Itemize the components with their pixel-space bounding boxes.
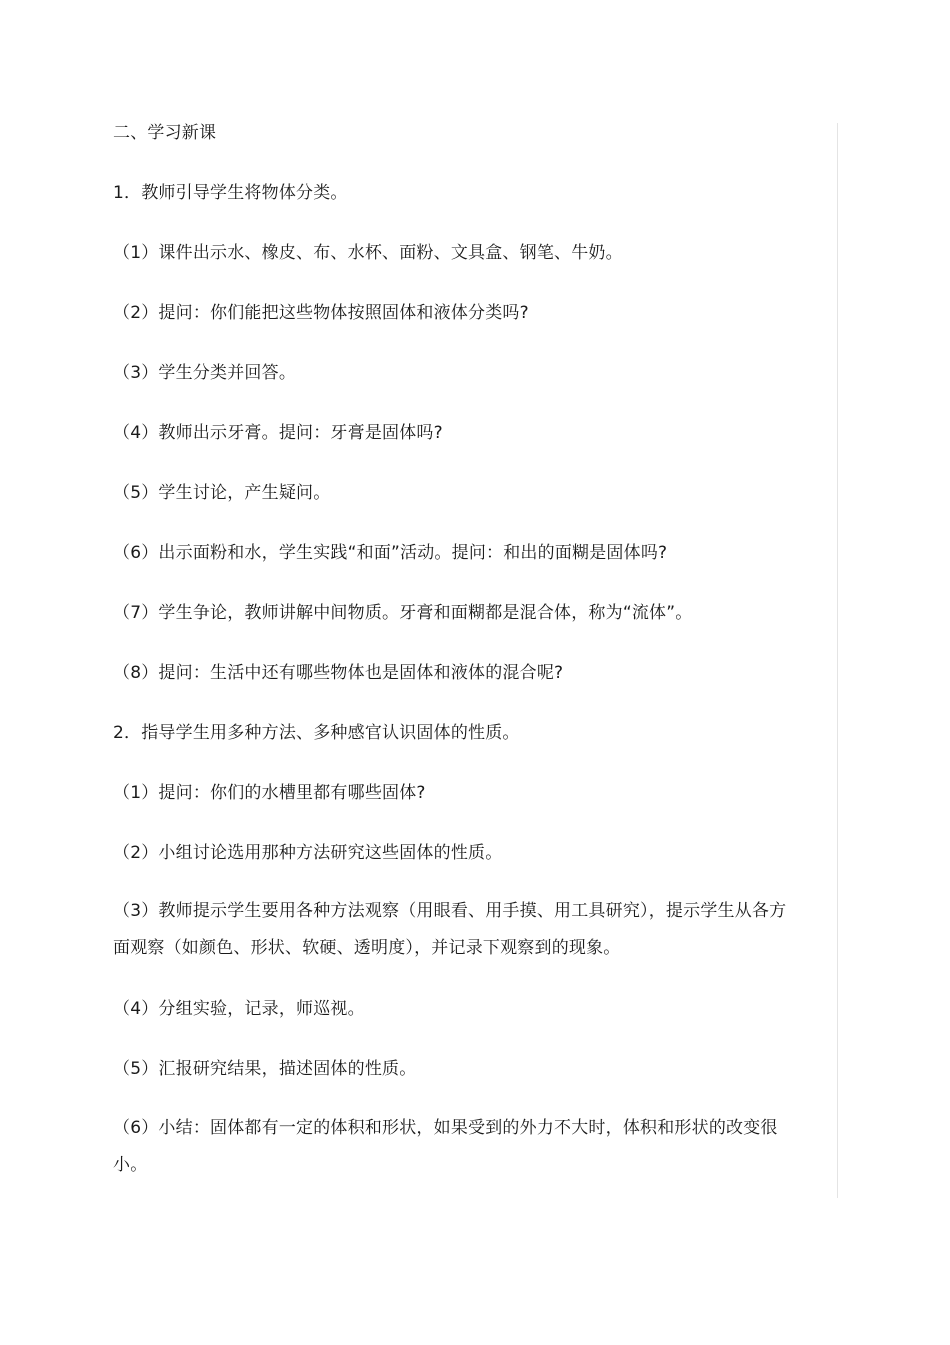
part1-item-5: （5）学生讨论，产生疑问。 (113, 483, 331, 503)
part2-item-6: （6）小结：固体都有一定的体积和形状，如果受到的外力不大时，体积和形状的改变很小。 (113, 1118, 778, 1175)
section-heading: 二、学习新课 (113, 123, 217, 143)
page-margin-rule (837, 123, 838, 1198)
part1-item-1: （1）课件出示水、橡皮、布、水杯、面粉、文具盒、钢笔、牛奶。 (113, 243, 623, 263)
part2-item-1: （1）提问：你们的水槽里都有哪些固体? (113, 783, 426, 803)
part1-item-6: （6）出示面粉和水，学生实践“和面”活动。提问：和出的面糊是固体吗? (113, 543, 668, 563)
part1-heading: 1．教师引导学生将物体分类。 (113, 183, 348, 203)
part2-item-2: （2）小组讨论选用那种方法研究这些固体的性质。 (113, 843, 503, 863)
part1-item-4: （4）教师出示牙膏。提问：牙膏是固体吗? (113, 423, 443, 443)
part1-item-3: （3）学生分类并回答。 (113, 363, 297, 383)
part1-item-7: （7）学生争论，教师讲解中间物质。牙膏和面糊都是混合体，称为“流体”。 (113, 603, 693, 623)
part1-item-2: （2）提问：你们能把这些物体按照固体和液体分类吗? (113, 303, 529, 323)
part2-item-5: （5）汇报研究结果，描述固体的性质。 (113, 1059, 417, 1079)
part2-heading: 2．指导学生用多种方法、多种感官认识固体的性质。 (113, 723, 520, 743)
part1-item-8: （8）提问：生活中还有哪些物体也是固体和液体的混合呢? (113, 663, 564, 683)
part2-item-4: （4）分组实验，记录，师巡视。 (113, 999, 365, 1019)
part2-item-3: （3）教师提示学生要用各种方法观察（用眼看、用手摸、用工具研究），提示学生从各方面观察（如颜色、形状、软硬、透明度），并记录下观察到的现象。 (113, 901, 787, 958)
